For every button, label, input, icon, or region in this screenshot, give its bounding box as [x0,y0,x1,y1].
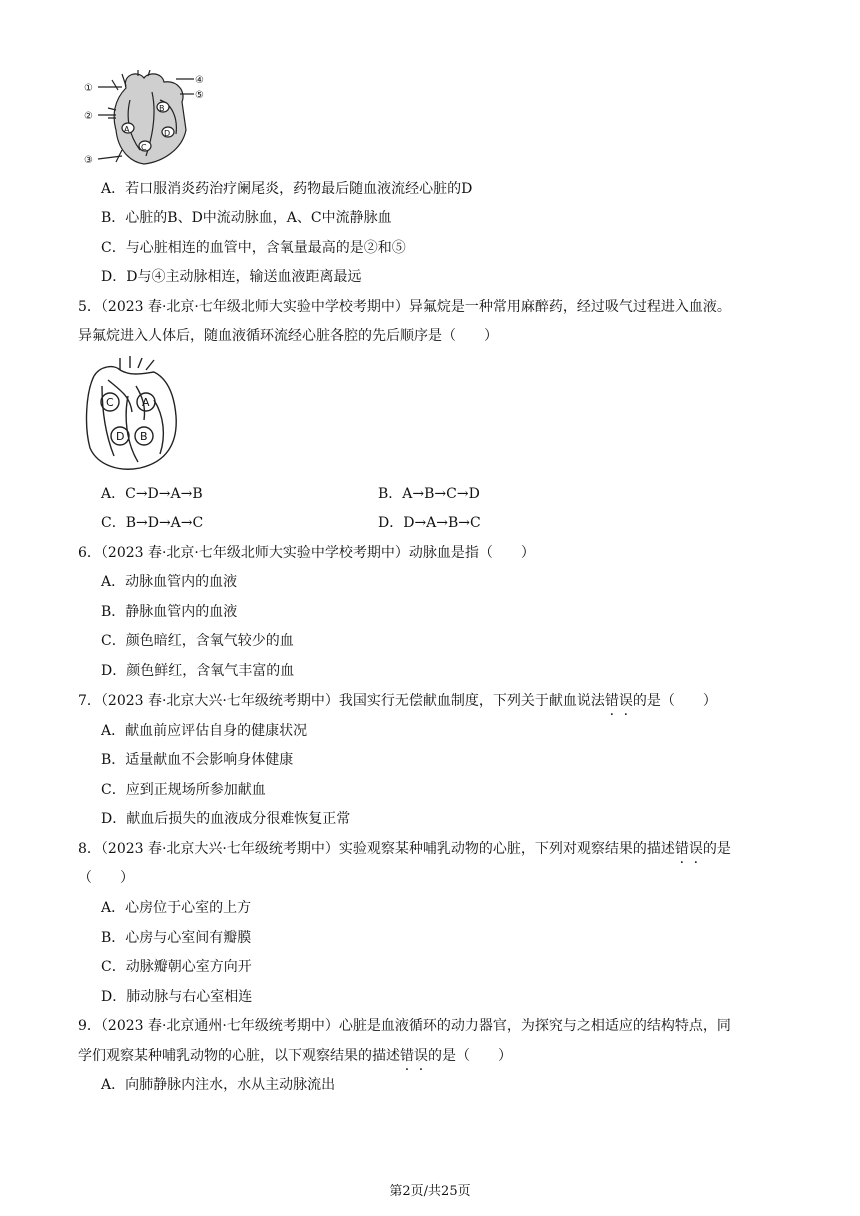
q5-stem-line1: 5．（2023 春·北京·七年级北师大实验中学校考期中）异氟烷是一种常用麻醉药，经过吸气过程进入血液。 [78,299,731,315]
q7-stem-end: 的是（ ） [632,693,717,709]
q6-option-d: D．颜色鲜红，含氧气丰富的血 [101,663,295,679]
q5-label-A: A [142,396,150,409]
q6-option-a: A．动脉血管内的血液 [101,574,238,590]
q7-stem-text: 7．（2023 春·北京大兴·七年级统考期中）我国实行无偿献血制度，下列关于献血说法 [78,693,605,709]
q9-emphasis-2: 误 [414,1048,428,1064]
page-footer: 第2页/共25页 [389,1184,471,1199]
q4-option-c: C．与心脏相连的血管中，含氧量最高的是②和⑤ [101,240,406,256]
q8-stem-end: 的是 [702,841,731,857]
q8-option-c: C．动脉瓣朝心室方向开 [101,959,252,975]
q4-label-1: ① [84,83,93,94]
q5-option-a: A．C→D→A→B [101,486,203,502]
q7-option-c: C．应到正规场所参加献血 [101,782,266,798]
q4-label-A: A [124,125,130,134]
q8-stem-text: 8．（2023 春·北京大兴·七年级统考期中）实验观察某种哺乳动物的心脏，下列对观察结果的描述 [78,841,675,857]
q7-stem [78,691,717,711]
q4-label-5: ⑤ [195,90,204,101]
q7-option-b: B．适量献血不会影响身体健康 [101,752,294,768]
q4-option-d: D．D与④主动脉相连，输送血液距离最远 [101,269,362,285]
q4-label-B: B [159,104,165,113]
q4-label-3: ③ [84,155,93,166]
q5-option-c: C．B→D→A→C [101,515,204,531]
q4-option-b: B．心脏的B、D中流动脉血，A、C中流静脉血 [101,210,392,226]
q8-stem-line2: （ ） [78,870,134,886]
q5-option-b: B．A→B→C→D [378,486,480,502]
q9-stem-text: 学们观察某种哺乳动物的心脏，以下观察结果的描述 [78,1048,400,1064]
q4-label-4: ④ [195,75,204,86]
q9-stem-end: 的是（ ） [428,1048,512,1064]
q8-emphasis-1: 错 [674,841,689,857]
q5-label-C: C [106,396,114,409]
q8-option-d: D．肺动脉与右心室相连 [101,989,253,1005]
q5-label-D: D [116,430,125,443]
q7-emphasis-2: 误 [618,693,633,709]
q4-label-D: D [164,129,171,138]
q5-label-B: B [140,430,148,443]
q6-option-c: C．颜色暗红，含氧气较少的血 [101,633,294,649]
q9-stem-line1: 9．（2023 春·北京通州·七年级统考期中）心脏是血液循环的动力器官，为探究与之相适应的结构特点，同 [78,1018,731,1034]
q8-option-b: B．心房与心室间有瓣膜 [101,930,252,946]
q8-stem [78,839,731,859]
q4-heart-diagram [82,70,218,168]
q7-option-d: D．献血后损失的血液成分很难恢复正常 [101,811,351,827]
q9-option-a: A．向肺静脉内注水，水从主动脉流出 [101,1077,336,1093]
q4-label-2: ② [84,111,93,122]
q5-option-d: D．D→A→B→C [378,515,481,531]
q8-option-a: A．心房位于心室的上方 [101,900,252,916]
q4-option-a: A．若口服消炎药治疗阑尾炎，药物最后随血液流经心脏的D [101,181,473,197]
q6-option-b: B．静脉血管内的血液 [101,604,238,620]
q7-emphasis-1: 错 [604,693,619,709]
q4-label-C: C [141,143,147,152]
q5-stem-line2: 异氟烷进入人体后，随血液循环流经心脏各腔的先后顺序是（ ） [78,328,498,344]
q9-stem-line2 [78,1046,512,1066]
q6-stem: 6．（2023 春·北京·七年级北师大实验中学校考期中）动脉血是指（ ） [78,545,535,561]
q7-option-a: A．献血前应评估自身的健康状况 [101,723,308,739]
q9-emphasis-1: 错 [400,1048,414,1064]
q5-heart-diagram [80,356,186,474]
q8-emphasis-2: 误 [688,841,703,857]
